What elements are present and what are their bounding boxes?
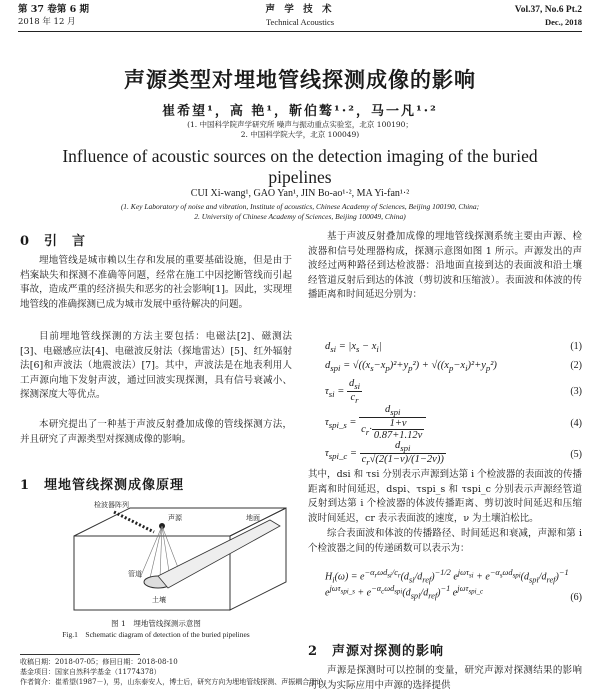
affiliation-en-2: 2. University of Chinese Academy of Sciences, Beijing 100049, China)	[194, 212, 406, 221]
equation-1-number: (1)	[570, 341, 582, 352]
figure-1-caption-en: Fig.1 Schematic diagram of detection of the buried pipelines	[62, 630, 250, 639]
journal-name-en: Technical Acoustics	[265, 17, 335, 27]
volume-issue: 第 37 卷第 6 期	[18, 4, 90, 15]
affiliation-en-1: (1. Key Laboratory of noise and vibration, Institute of acoustics, Chinese Academy of Sciences, Beijing 100190, China;	[120, 202, 480, 211]
section-1-paragraph-1: 基于声波反射叠加成像的埋地管线探测系统主要由声源、检波器和信号处理器构成，探测示意图如图 1 所示。声源发出的声波经过两种路径到达检波器：沿地面直接到达的表面波和沿土壤经管道反射后到达的体波（剪切波和压缩波）。表面波和体波的传播距离和时间延迟分别为：	[308, 231, 582, 301]
section-1-title: 1 埋地管线探测成像原理	[20, 478, 185, 493]
footnote-author: 作者简介：崔希望(1987－)，男，山东泰安人，博士后，研究方向为埋地管线探测、声振耦合理论。	[20, 678, 331, 686]
label-pipe: 管道	[128, 570, 142, 578]
section-2-title: 2 声源对探测的影响	[308, 644, 445, 659]
equation-1: $d_{si} = |x_s - x_i|$	[325, 341, 382, 355]
geophone-array	[114, 512, 154, 532]
section-2-paragraph-1: 声源是探测时可以控制的变量，研究声源对探测结果的影响可以为实际应用中声源的选择提供	[308, 665, 582, 691]
volume-issue-en: Vol.37, No.6 Pt.2	[514, 5, 582, 15]
equation-2-number: (2)	[570, 360, 582, 371]
affiliation-cn-2: 2. 中国科学院大学，北京 100049)	[240, 130, 360, 139]
section-intro-title: 0 引 言	[20, 234, 87, 249]
journal-name-cn: 声 学 技 术	[265, 4, 335, 15]
equation-3: $\tau_{si}$ = $\frac{d_{si}}{c_r}$	[325, 378, 361, 406]
equation-5: $\tau_{spi\_c}$ = $\frac{d_{spi}}{c_r√(2(1-\nu)/(1-2\nu))}$	[325, 440, 444, 468]
section-1-paragraph-3: 综合表面波和体波的传播路径、时间延迟和衰减，声源和第 i 个检波器之间的传递函数可以表示为：	[308, 528, 582, 554]
label-soil: 土壤	[152, 596, 166, 604]
equation-6-number: (6)	[570, 592, 582, 603]
label-array: 检波器阵列	[94, 501, 129, 509]
equation-3-number: (3)	[570, 386, 582, 397]
equation-6: $H_i(\omega) = e^{-\alpha_r\omega d_{si}/c_r}(d_{si}/d_{ref})^{-1/2}$ $e^{j\omega\tau_{si}} + e^{-\alpha_s\omega d_{spi}}(d_{spi}/d_{ref})^{-1}$ $e^{j\omega\tau_{spi\_s}} + e^{-\alpha_c\omega d_{spi}}(d_{spi}/d_{ref})^{-1}$ $e^{j\omega\tau_{spi\_c}}$	[325, 568, 569, 601]
intro-paragraph-1: 埋地管线是城市赖以生存和发展的重要基础设施，但是由于档案缺失和探测不准确等问题，经常在施工中因挖断管线而引起事故，造成严重的经济损失和恶劣的社会影响[1]。因此，实现埋地管线的准确探测已成为城市发展中亟待解决的问题。	[20, 255, 292, 310]
label-source: 声源	[168, 514, 182, 522]
equation-4: $\tau_{spi\_s}$ = $d_{spi}$ $c_r\cdot$ $\frac{1+\nu}{0.87+1.12\nu}$	[325, 404, 582, 441]
intro-paragraph-2: 目前埋地管线探测的方法主要包括：电磁法[2]、磁测法[3]、电磁感应法[4]、电磁波反射法（探地雷达）[5]、红外辐射法[6]和声波法（地震波法）[7]。其中，声波法是在地表利用人工声源向地下发射声波，通过回波实现探测，具有信号衰减小、探测深度大等优点。	[20, 331, 292, 401]
pipe-body	[158, 520, 280, 588]
soil-side-face	[230, 508, 286, 610]
equation-4-number: (4)	[570, 418, 582, 429]
authors-cn: 崔希望¹，高 艳¹，靳伯骜¹·²，马一凡¹·²	[162, 104, 438, 119]
figure-1-diagram	[70, 498, 290, 614]
authors-en: CUI Xi-wang¹, GAO Yan¹, JIN Bo-ao¹·², MA Yi-fan¹·²	[190, 188, 410, 199]
issue-date: 2018 年 12 月	[18, 17, 76, 27]
title-cn: 声源类型对埋地管线探测成像的影响	[124, 67, 476, 92]
intro-paragraph-3: 本研究提出了一种基于声波反射叠加成像的管线探测方法，并且研究了声源类型对探测成像的影响。	[20, 419, 292, 445]
label-ground: 地面	[246, 514, 260, 522]
header-rule	[18, 31, 582, 32]
footnote-rule	[20, 654, 140, 655]
equation-2: $d_{spi} = √((x_s-x_p)^2+y_p^2) + √((x_p-x_i)^2+y_p^2)$	[325, 360, 497, 374]
figure-1-caption-cn: 图 1 埋地管线探测示意图	[111, 619, 201, 628]
issue-date-en: Dec., 2018	[544, 17, 582, 27]
affiliation-cn-1: (1. 中国科学院声学研究所 噪声与振动重点实验室，北京 100190；	[187, 120, 413, 129]
section-1-paragraph-2: 其中，dsi 和 τsi 分别表示声源到达第 i 个检波器的表面波的传播距离和时间延迟，dspi、τspi_s 和 τspi_c 分别表示声源经管道反射到达第 i 个检波器的体波传播距离、剪切波时间延迟和压缩波时间延迟，cr 表示表面波的速度，ν 为土壤泊松比。	[308, 469, 582, 524]
footnote-fund: 基金项目：国家自然科学基金（11774378）	[20, 668, 161, 676]
equation-5-number: (5)	[570, 449, 582, 460]
title-en: Influence of acoustic sources on the detection imaging of the buried pipelines	[62, 146, 538, 187]
footnote-received: 收稿日期：2018-07-05；修回日期：2018-08-10	[20, 658, 178, 666]
